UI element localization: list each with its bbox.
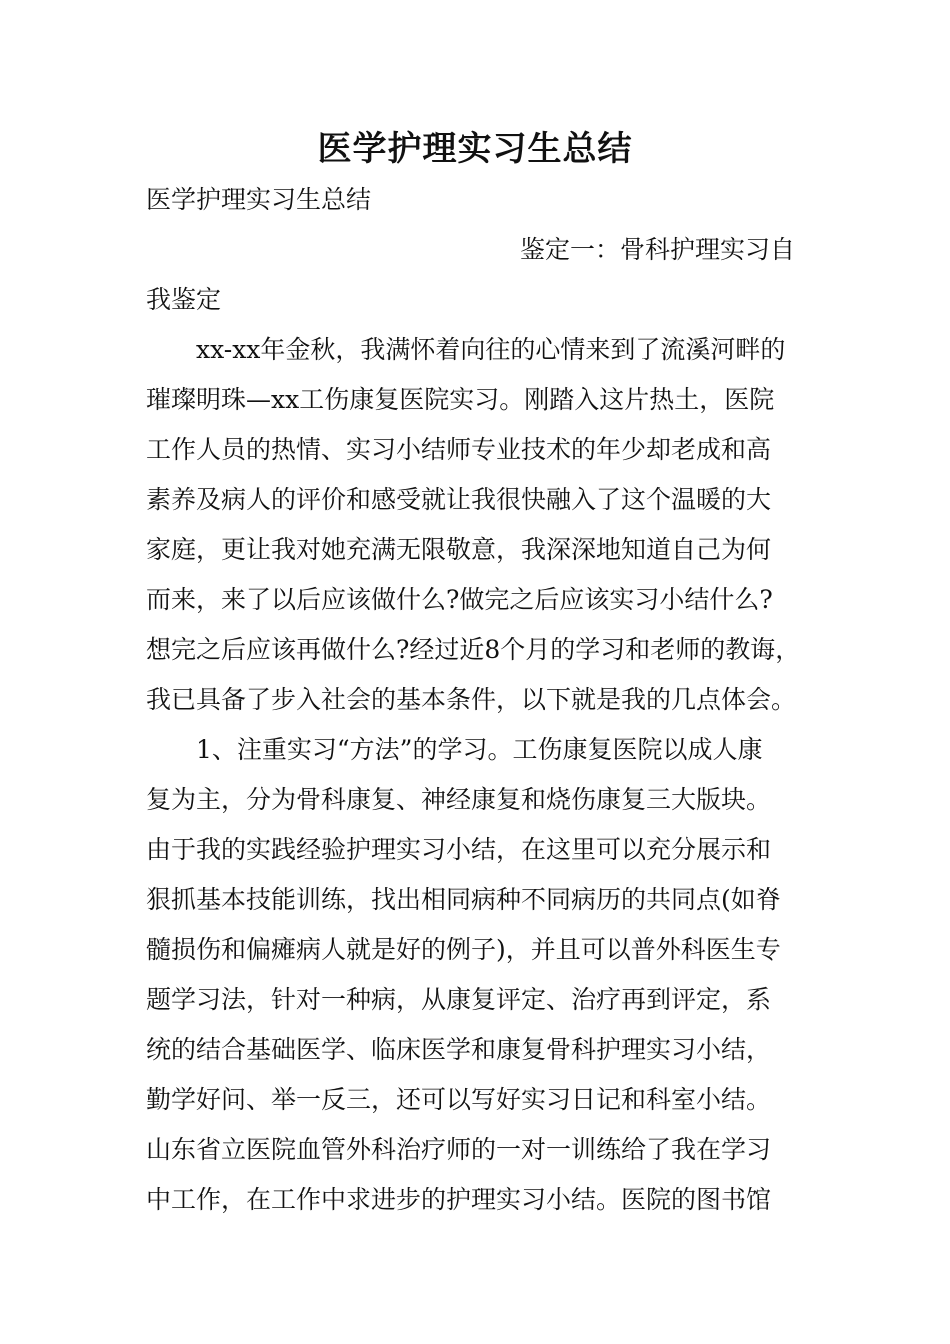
body-line: 而来，来了以后应该做什么?做完之后应该实习小结什么? xyxy=(146,585,773,614)
body-line: 璀璨明珠—xx工伤康复医院实习。刚踏入这片热土，医院 xyxy=(146,385,775,414)
body-line: 狠抓基本技能训练，找出相同病种不同病历的共同点(如脊 xyxy=(146,885,781,914)
body-line: 山东省立医院血管外科治疗师的一对一训练给了我在学习 xyxy=(146,1135,772,1164)
body-line: 中工作，在工作中求进步的护理实习小结。医院的图书馆 xyxy=(146,1185,772,1214)
body-line: 想完之后应该再做什么?经过近8个月的学习和老师的教诲， xyxy=(146,635,801,664)
appraisal-heading-line1: 鉴定一：骨科护理实习自 xyxy=(520,235,796,264)
body-line: 素养及病人的评价和感受就让我很快融入了这个温暖的大 xyxy=(146,485,772,514)
body-line: 复为主，分为骨科康复、神经康复和烧伤康复三大版块。 xyxy=(146,785,772,814)
appraisal-heading-line2: 我鉴定 xyxy=(146,285,222,314)
body-line: 由于我的实践经验护理实习小结，在这里可以充分展示和 xyxy=(146,835,772,864)
body-line: 勤学好问、举一反三，还可以写好实习日记和科室小结。 xyxy=(146,1085,772,1114)
body-line: 题学习法，针对一种病，从康复评定、治疗再到评定，系 xyxy=(146,985,772,1014)
body-line: 1、注重实习“方法”的学习。工伤康复医院以成人康 xyxy=(196,735,763,764)
body-line: 工作人员的热情、实习小结师专业技术的年少却老成和高 xyxy=(146,435,772,464)
body-line: 家庭，更让我对她充满无限敬意，我深深地知道自己为何 xyxy=(146,535,772,564)
document-title: 医学护理实习生总结 xyxy=(317,129,633,169)
body-line: 我已具备了步入社会的基本条件，以下就是我的几点体会。 xyxy=(146,685,797,714)
document-subtitle: 医学护理实习生总结 xyxy=(146,185,372,214)
body-line: 统的结合基础医学、临床医学和康复骨科护理实习小结， xyxy=(146,1035,772,1064)
body-line: xx-xx年金秋，我满怀着向往的心情来到了流溪河畔的 xyxy=(196,335,786,364)
body-line: 髓损伤和偏瘫病人就是好的例子)，并且可以普外科医生专 xyxy=(146,935,781,964)
